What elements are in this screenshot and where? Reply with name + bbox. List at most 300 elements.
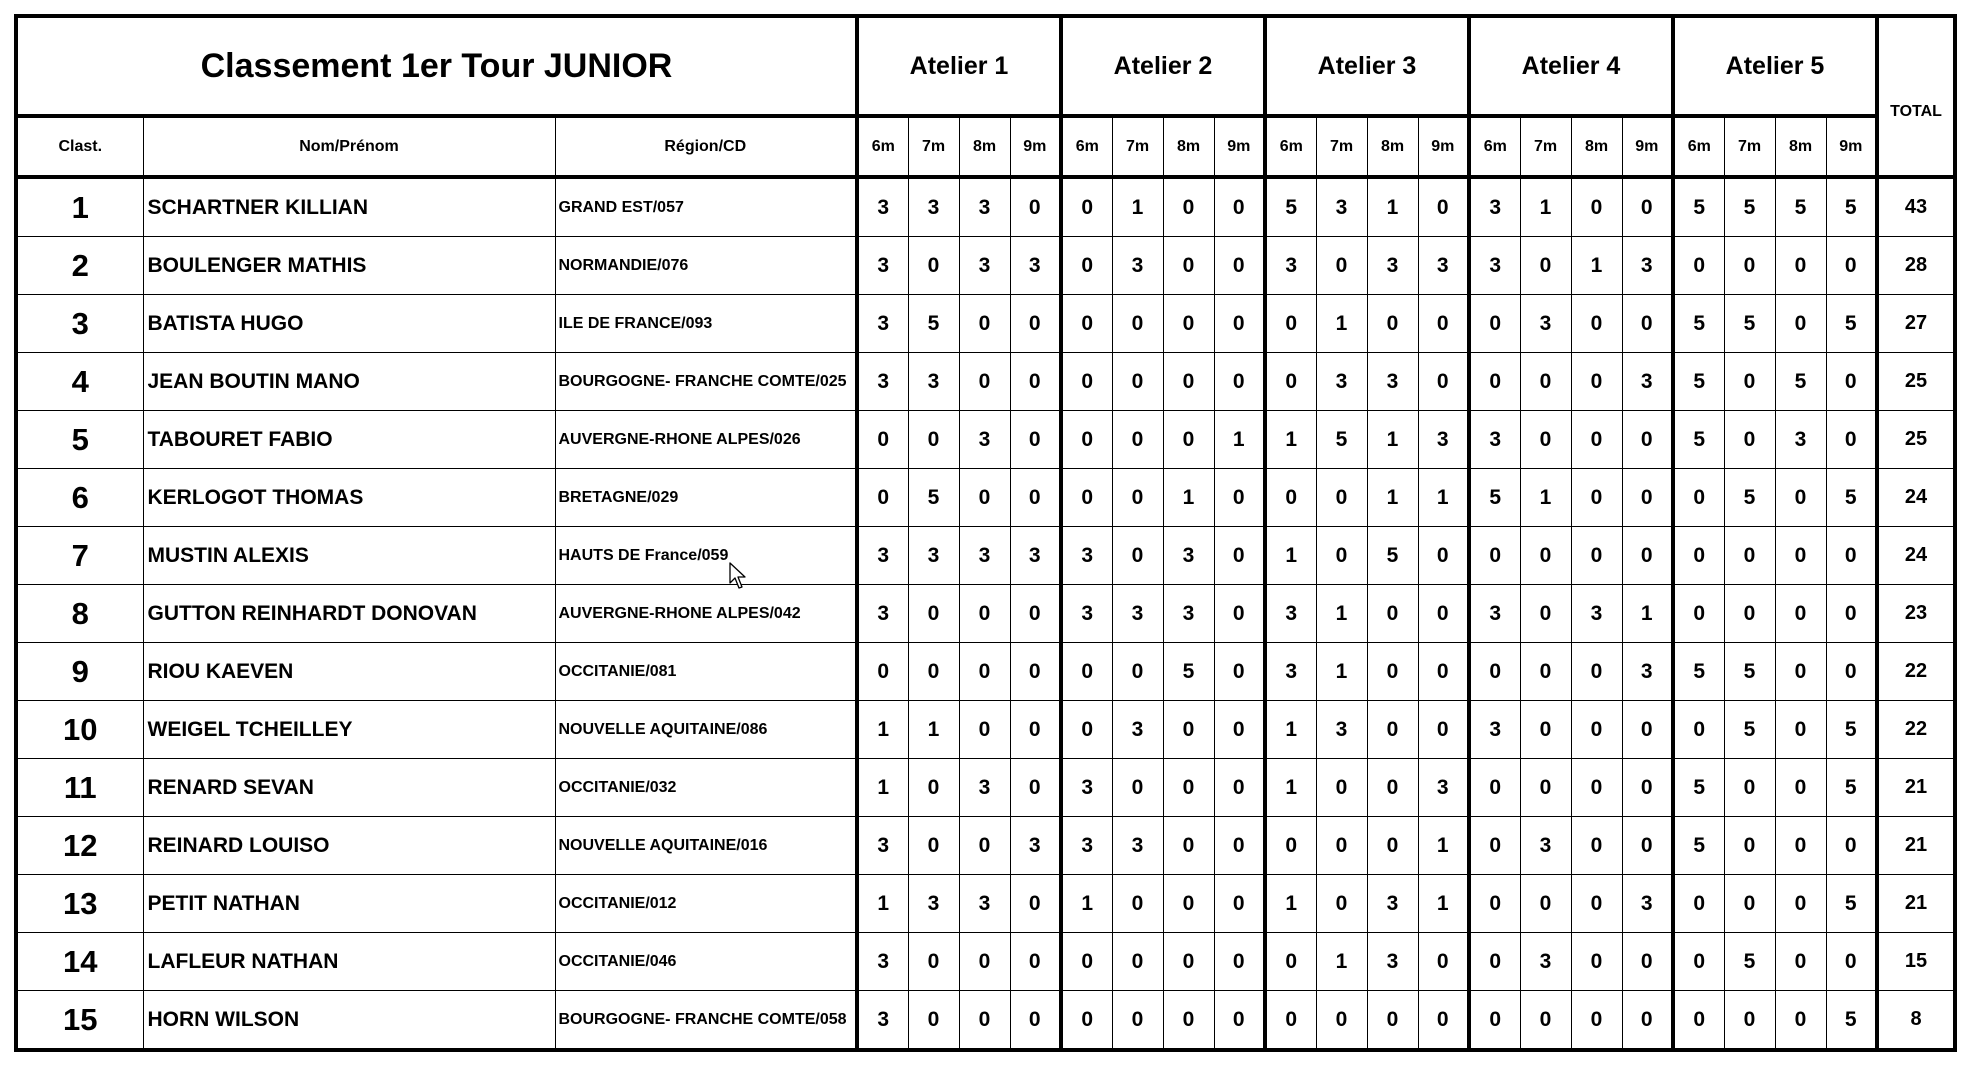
score-cell: 0 (1163, 875, 1214, 933)
score-cell: 0 (1214, 817, 1265, 875)
score-cell: 0 (1112, 759, 1163, 817)
score-cell: 0 (1112, 411, 1163, 469)
score-cell: 3 (1418, 411, 1469, 469)
score-cell: 0 (1214, 759, 1265, 817)
score-cell: 3 (1316, 177, 1367, 237)
score-cell: 0 (1571, 817, 1622, 875)
score-cell: 5 (1469, 469, 1520, 527)
score-cell: 0 (1265, 817, 1316, 875)
score-cell: 3 (1010, 817, 1061, 875)
score-cell: 0 (1826, 585, 1877, 643)
score-cell: 0 (1214, 643, 1265, 701)
ranking-table (14, 14, 1957, 1052)
rank-cell: 5 (16, 411, 143, 469)
score-cell: 0 (1010, 991, 1061, 1051)
score-cell: 0 (1061, 991, 1112, 1051)
total-cell: 21 (1877, 759, 1955, 817)
score-cell: 0 (1418, 177, 1469, 237)
score-cell: 0 (1010, 469, 1061, 527)
atelier-1-header: Atelier 1 (857, 16, 1061, 116)
score-cell: 3 (1061, 817, 1112, 875)
score-cell: 3 (857, 817, 908, 875)
score-cell: 3 (959, 411, 1010, 469)
distance-header: 7m (1724, 116, 1775, 177)
score-cell: 3 (908, 527, 959, 585)
distance-header: 9m (1010, 116, 1061, 177)
score-cell: 3 (1061, 527, 1112, 585)
region-cell: OCCITANIE/081 (555, 643, 857, 701)
score-cell: 0 (1826, 411, 1877, 469)
score-cell: 0 (1520, 411, 1571, 469)
score-cell: 1 (1367, 469, 1418, 527)
total-cell: 43 (1877, 177, 1955, 237)
score-cell: 0 (1163, 991, 1214, 1051)
score-cell: 3 (1316, 353, 1367, 411)
score-cell: 3 (857, 295, 908, 353)
name-cell: RENARD SEVAN (143, 759, 555, 817)
score-cell: 3 (1469, 177, 1520, 237)
score-cell: 0 (1265, 353, 1316, 411)
total-cell: 24 (1877, 527, 1955, 585)
score-cell: 3 (1010, 527, 1061, 585)
score-cell: 0 (1061, 933, 1112, 991)
name-cell: HORN WILSON (143, 991, 555, 1051)
total-cell: 23 (1877, 585, 1955, 643)
score-cell: 0 (1061, 353, 1112, 411)
score-cell: 1 (1265, 759, 1316, 817)
score-cell: 3 (1163, 527, 1214, 585)
score-cell: 0 (1826, 643, 1877, 701)
score-cell: 0 (1367, 295, 1418, 353)
score-cell: 0 (1418, 527, 1469, 585)
name-cell: JEAN BOUTIN MANO (143, 353, 555, 411)
region-cell: OCCITANIE/046 (555, 933, 857, 991)
region-cell: GRAND EST/057 (555, 177, 857, 237)
table-row (16, 759, 1955, 817)
score-cell: 0 (1010, 411, 1061, 469)
score-cell: 0 (1622, 295, 1673, 353)
score-cell: 3 (1469, 411, 1520, 469)
score-cell: 3 (1367, 933, 1418, 991)
score-cell: 0 (1520, 643, 1571, 701)
score-cell: 0 (1673, 991, 1724, 1051)
table-row (16, 295, 1955, 353)
score-cell: 3 (1571, 585, 1622, 643)
score-cell: 0 (1520, 527, 1571, 585)
score-cell: 1 (1367, 177, 1418, 237)
score-cell: 0 (1418, 295, 1469, 353)
score-cell: 0 (1622, 933, 1673, 991)
score-cell: 0 (1214, 991, 1265, 1051)
score-cell: 0 (1724, 527, 1775, 585)
score-cell: 0 (1214, 875, 1265, 933)
atelier-4-header: Atelier 4 (1469, 16, 1673, 116)
score-cell: 1 (1622, 585, 1673, 643)
atelier-2-header: Atelier 2 (1061, 16, 1265, 116)
score-cell: 0 (1163, 411, 1214, 469)
score-cell: 0 (959, 469, 1010, 527)
score-cell: 5 (1826, 469, 1877, 527)
score-cell: 0 (908, 411, 959, 469)
score-cell: 0 (1010, 933, 1061, 991)
score-cell: 1 (1520, 469, 1571, 527)
score-cell: 0 (959, 295, 1010, 353)
score-cell: 0 (1316, 759, 1367, 817)
score-cell: 5 (1163, 643, 1214, 701)
score-cell: 3 (1520, 933, 1571, 991)
score-cell: 0 (1214, 585, 1265, 643)
table-row (16, 701, 1955, 759)
name-cell: LAFLEUR NATHAN (143, 933, 555, 991)
score-cell: 0 (1163, 353, 1214, 411)
region-cell: AUVERGNE-RHONE ALPES/026 (555, 411, 857, 469)
region-cell: BOURGOGNE- FRANCHE COMTE/025 (555, 353, 857, 411)
score-cell: 3 (1469, 237, 1520, 295)
score-cell: 5 (908, 469, 959, 527)
score-cell: 3 (857, 933, 908, 991)
score-cell: 1 (857, 759, 908, 817)
score-cell: 0 (1010, 701, 1061, 759)
score-cell: 5 (1265, 177, 1316, 237)
name-cell: KERLOGOT THOMAS (143, 469, 555, 527)
score-cell: 3 (959, 527, 1010, 585)
score-cell: 0 (1010, 643, 1061, 701)
rank-cell: 10 (16, 701, 143, 759)
score-cell: 0 (1061, 411, 1112, 469)
score-cell: 1 (1571, 237, 1622, 295)
score-cell: 0 (959, 643, 1010, 701)
distance-header: 7m (1520, 116, 1571, 177)
distance-header: 9m (1826, 116, 1877, 177)
score-cell: 0 (908, 585, 959, 643)
score-cell: 5 (1673, 759, 1724, 817)
score-cell: 0 (1367, 701, 1418, 759)
score-cell: 0 (1571, 933, 1622, 991)
score-cell: 1 (1418, 469, 1469, 527)
score-cell: 3 (1112, 237, 1163, 295)
name-cell: TABOURET FABIO (143, 411, 555, 469)
score-cell: 0 (1775, 527, 1826, 585)
score-cell: 0 (1571, 353, 1622, 411)
table-row (16, 991, 1955, 1051)
distance-header: 9m (1622, 116, 1673, 177)
rank-cell: 2 (16, 237, 143, 295)
rank-cell: 13 (16, 875, 143, 933)
table-row (16, 527, 1955, 585)
score-cell: 3 (1163, 585, 1214, 643)
name-cell: RIOU KAEVEN (143, 643, 555, 701)
score-cell: 0 (1061, 643, 1112, 701)
distance-header: 8m (1775, 116, 1826, 177)
score-cell: 3 (959, 177, 1010, 237)
rank-cell: 4 (16, 353, 143, 411)
score-cell: 3 (1010, 237, 1061, 295)
distance-header: 8m (959, 116, 1010, 177)
score-cell: 0 (908, 237, 959, 295)
score-cell: 0 (1316, 527, 1367, 585)
score-cell: 0 (1571, 177, 1622, 237)
score-cell: 5 (1673, 411, 1724, 469)
distance-header: 8m (1571, 116, 1622, 177)
score-cell: 3 (908, 177, 959, 237)
score-cell: 3 (1265, 237, 1316, 295)
score-cell: 0 (1418, 643, 1469, 701)
score-cell: 0 (1010, 875, 1061, 933)
total-header: TOTAL (1877, 16, 1955, 177)
rank-cell: 14 (16, 933, 143, 991)
region-cell: OCCITANIE/032 (555, 759, 857, 817)
score-cell: 3 (857, 237, 908, 295)
score-cell: 0 (1571, 759, 1622, 817)
score-cell: 5 (1673, 177, 1724, 237)
score-cell: 0 (1214, 353, 1265, 411)
score-cell: 0 (1418, 353, 1469, 411)
score-cell: 0 (1775, 237, 1826, 295)
score-cell: 0 (1316, 469, 1367, 527)
table-row (16, 585, 1955, 643)
score-cell: 0 (1061, 701, 1112, 759)
score-cell: 0 (1112, 295, 1163, 353)
region-cell: NOUVELLE AQUITAINE/016 (555, 817, 857, 875)
score-cell: 0 (1469, 875, 1520, 933)
total-cell: 21 (1877, 875, 1955, 933)
score-cell: 0 (1163, 759, 1214, 817)
score-cell: 0 (1061, 469, 1112, 527)
score-cell: 5 (1826, 701, 1877, 759)
rank-cell: 12 (16, 817, 143, 875)
score-cell: 0 (1316, 875, 1367, 933)
score-cell: 0 (1469, 817, 1520, 875)
score-cell: 0 (1112, 933, 1163, 991)
score-cell: 0 (1163, 177, 1214, 237)
ranking-rows (16, 177, 1955, 1050)
total-cell: 22 (1877, 701, 1955, 759)
score-cell: 0 (1418, 585, 1469, 643)
score-cell: 1 (1316, 585, 1367, 643)
score-cell: 0 (908, 817, 959, 875)
score-cell: 0 (1571, 991, 1622, 1051)
score-cell: 0 (1724, 585, 1775, 643)
score-cell: 0 (1418, 933, 1469, 991)
score-cell: 0 (1112, 643, 1163, 701)
name-cell: REINARD LOUISO (143, 817, 555, 875)
score-cell: 0 (959, 991, 1010, 1051)
score-cell: 0 (1673, 527, 1724, 585)
score-cell: 5 (1724, 295, 1775, 353)
score-cell: 0 (1826, 527, 1877, 585)
score-cell: 0 (1622, 527, 1673, 585)
score-cell: 0 (1571, 701, 1622, 759)
total-cell: 25 (1877, 353, 1955, 411)
score-cell: 5 (1724, 701, 1775, 759)
total-cell: 21 (1877, 817, 1955, 875)
score-cell: 0 (1826, 237, 1877, 295)
score-cell: 0 (1163, 701, 1214, 759)
score-cell: 5 (1826, 177, 1877, 237)
score-cell: 0 (1775, 817, 1826, 875)
score-cell: 3 (959, 875, 1010, 933)
score-cell: 0 (1775, 701, 1826, 759)
score-cell: 0 (959, 585, 1010, 643)
score-cell: 0 (1367, 991, 1418, 1051)
score-cell: 5 (1724, 643, 1775, 701)
table-row (16, 237, 1955, 295)
score-cell: 5 (1316, 411, 1367, 469)
score-cell: 5 (1367, 527, 1418, 585)
total-cell: 27 (1877, 295, 1955, 353)
score-cell: 5 (1673, 353, 1724, 411)
score-cell: 1 (1265, 701, 1316, 759)
total-cell: 22 (1877, 643, 1955, 701)
score-cell: 0 (1010, 759, 1061, 817)
score-cell: 5 (1724, 469, 1775, 527)
distance-header: 7m (1316, 116, 1367, 177)
distance-header: 6m (1673, 116, 1724, 177)
score-cell: 0 (1469, 643, 1520, 701)
score-cell: 1 (1112, 177, 1163, 237)
distance-header: 7m (1112, 116, 1163, 177)
score-cell: 0 (1673, 875, 1724, 933)
score-cell: 0 (1520, 701, 1571, 759)
score-cell: 3 (1520, 817, 1571, 875)
score-cell: 1 (908, 701, 959, 759)
score-cell: 0 (908, 759, 959, 817)
score-cell: 3 (1520, 295, 1571, 353)
score-cell: 0 (1520, 585, 1571, 643)
score-cell: 0 (959, 701, 1010, 759)
score-cell: 1 (1418, 875, 1469, 933)
score-cell: 0 (908, 643, 959, 701)
score-cell: 0 (1724, 411, 1775, 469)
score-cell: 0 (1214, 527, 1265, 585)
name-cell: MUSTIN ALEXIS (143, 527, 555, 585)
score-cell: 1 (1316, 295, 1367, 353)
score-cell: 0 (959, 933, 1010, 991)
score-cell: 1 (857, 701, 908, 759)
score-cell: 3 (1418, 759, 1469, 817)
score-cell: 0 (1367, 759, 1418, 817)
score-cell: 3 (857, 527, 908, 585)
score-cell: 0 (959, 817, 1010, 875)
score-cell: 0 (1112, 527, 1163, 585)
region-cell: OCCITANIE/012 (555, 875, 857, 933)
score-cell: 0 (1061, 295, 1112, 353)
score-cell: 0 (1214, 701, 1265, 759)
table-row (16, 469, 1955, 527)
rank-cell: 7 (16, 527, 143, 585)
name-cell: WEIGEL TCHEILLEY (143, 701, 555, 759)
score-cell: 3 (1622, 643, 1673, 701)
score-cell: 0 (1418, 991, 1469, 1051)
distance-header: 6m (1469, 116, 1520, 177)
score-cell: 0 (1775, 933, 1826, 991)
score-cell: 3 (1061, 585, 1112, 643)
score-cell: 1 (1265, 411, 1316, 469)
score-cell: 0 (1571, 411, 1622, 469)
score-cell: 3 (1265, 643, 1316, 701)
score-cell: 5 (1724, 933, 1775, 991)
score-cell: 0 (1571, 875, 1622, 933)
score-cell: 3 (857, 991, 908, 1051)
rank-cell: 9 (16, 643, 143, 701)
score-cell: 3 (1622, 875, 1673, 933)
score-cell: 0 (1316, 991, 1367, 1051)
score-cell: 0 (1571, 527, 1622, 585)
table-row (16, 411, 1955, 469)
table-row (16, 817, 1955, 875)
score-cell: 0 (1775, 643, 1826, 701)
score-cell: 0 (1214, 469, 1265, 527)
total-cell: 25 (1877, 411, 1955, 469)
table-row (16, 353, 1955, 411)
score-cell: 3 (1265, 585, 1316, 643)
region-cell: NORMANDIE/076 (555, 237, 857, 295)
score-cell: 0 (1622, 411, 1673, 469)
score-cell: 0 (1571, 469, 1622, 527)
score-cell: 0 (1775, 875, 1826, 933)
rank-cell: 6 (16, 469, 143, 527)
score-cell: 0 (1724, 875, 1775, 933)
score-cell: 0 (1724, 353, 1775, 411)
page-title: Classement 1er Tour JUNIOR (16, 16, 857, 116)
score-cell: 1 (1367, 411, 1418, 469)
score-cell: 3 (1418, 237, 1469, 295)
name-cell: BATISTA HUGO (143, 295, 555, 353)
score-cell: 0 (1622, 469, 1673, 527)
score-cell: 3 (1367, 875, 1418, 933)
table-row (16, 933, 1955, 991)
score-cell: 3 (1112, 817, 1163, 875)
region-column-header: Région/CD (555, 116, 857, 177)
score-cell: 0 (1010, 295, 1061, 353)
table-row (16, 177, 1955, 237)
score-cell: 1 (1163, 469, 1214, 527)
score-cell: 0 (1469, 759, 1520, 817)
score-cell: 5 (1673, 295, 1724, 353)
score-cell: 0 (1469, 295, 1520, 353)
score-cell: 0 (1520, 353, 1571, 411)
distance-header: 9m (1418, 116, 1469, 177)
score-cell: 0 (1673, 701, 1724, 759)
score-cell: 3 (857, 353, 908, 411)
score-cell: 5 (1826, 991, 1877, 1051)
score-cell: 0 (1265, 295, 1316, 353)
score-cell: 0 (1724, 991, 1775, 1051)
score-cell: 0 (1112, 353, 1163, 411)
name-column-header: Nom/Prénom (143, 116, 555, 177)
score-cell: 0 (1673, 933, 1724, 991)
total-cell: 28 (1877, 237, 1955, 295)
score-cell: 0 (1826, 353, 1877, 411)
score-cell: 0 (1214, 295, 1265, 353)
score-cell: 0 (908, 933, 959, 991)
score-cell: 3 (1622, 353, 1673, 411)
score-cell: 0 (1673, 585, 1724, 643)
score-cell: 0 (1112, 875, 1163, 933)
score-cell: 0 (1520, 875, 1571, 933)
score-cell: 0 (1316, 817, 1367, 875)
score-cell: 0 (1367, 643, 1418, 701)
total-cell: 8 (1877, 991, 1955, 1051)
score-cell: 1 (1265, 875, 1316, 933)
score-cell: 0 (1673, 469, 1724, 527)
name-cell: SCHARTNER KILLIAN (143, 177, 555, 237)
score-cell: 3 (1112, 701, 1163, 759)
score-cell: 0 (1214, 177, 1265, 237)
score-cell: 0 (1724, 237, 1775, 295)
score-cell: 0 (1826, 817, 1877, 875)
rank-cell: 1 (16, 177, 143, 237)
